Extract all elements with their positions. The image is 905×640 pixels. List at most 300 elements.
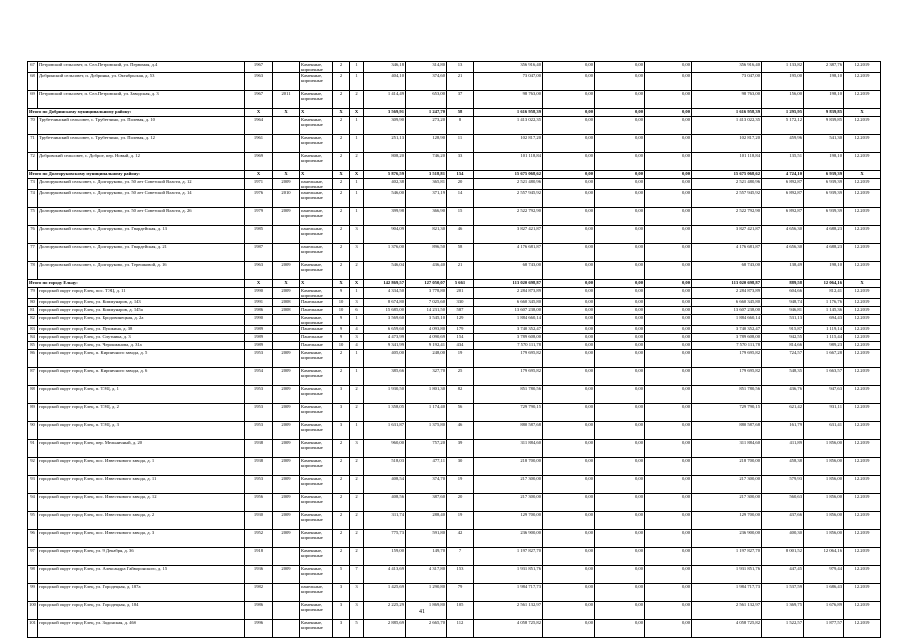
table-cell: 9 (333, 288, 350, 299)
table-cell: 2 (350, 153, 364, 171)
subtotal-row (28, 280, 881, 288)
table-cell: 201 (447, 288, 474, 299)
table-cell: 1 801,30 (406, 386, 447, 404)
table-cell: городской округ город Елец, ул. Городецкая, д. 187а (38, 584, 245, 602)
table-cell: 1979 (245, 208, 273, 226)
table-cell: 2 521 480,96 (692, 179, 762, 190)
table-cell: 400,30 (762, 530, 804, 548)
table-cell: 33 (447, 153, 474, 171)
table-cell: 2009 (273, 368, 300, 386)
table-cell: 90 (28, 422, 38, 440)
table-cell: 0,00 (543, 208, 595, 226)
table-cell: 2 (350, 386, 364, 404)
table-cell: 1952 (245, 530, 273, 548)
table-cell: 346,18 (364, 62, 406, 73)
table-cell: 653,00 (406, 91, 447, 109)
table-cell: 4 656,30 (762, 244, 804, 262)
table-cell: 6 660 345,80 (692, 299, 762, 307)
table-cell: 904,09 (364, 226, 406, 244)
table-cell: 2 522 792,90 (474, 208, 543, 226)
table-cell: 1989 (245, 326, 273, 334)
table-cell: 15 675 068,62 (474, 171, 543, 179)
table-cell: 2 (350, 476, 364, 494)
table-row (28, 62, 881, 73)
table-cell: 1954 (245, 368, 273, 386)
table-cell: X (844, 109, 881, 117)
table-cell: 0,00 (595, 109, 645, 117)
table-cell: 1 376,00 (364, 244, 406, 262)
table-cell: 25 (447, 368, 474, 386)
table-cell: 0,00 (543, 386, 595, 404)
table-cell: X (245, 280, 273, 288)
table-cell: Каменные, кирпичные (300, 476, 333, 494)
table-cell: 1985 (245, 226, 273, 244)
table-cell: 1953 (245, 476, 273, 494)
table-cell: 14 (447, 190, 474, 208)
table-cell: 1 869,80 (406, 602, 447, 620)
table-row (28, 512, 881, 530)
table-cell: 477,11 (406, 458, 447, 476)
table-cell: 2 (333, 262, 350, 280)
subtotal-label: Итого по городу Ельцу: (28, 280, 245, 288)
table-cell: 15 675 068,62 (692, 171, 762, 179)
table-cell: 12.2019 (844, 350, 881, 368)
table-row (28, 422, 881, 440)
table-cell: 12.2019 (844, 262, 881, 280)
table-cell: 0,00 (543, 422, 595, 440)
table-cell: 1990 (245, 288, 273, 299)
table-cell: 1 930,50 (364, 386, 406, 404)
table-cell (273, 153, 300, 171)
table-cell: 0,00 (645, 135, 692, 153)
table-cell: Каменные, кирпичные (300, 386, 333, 404)
table-cell: 95 (28, 512, 38, 530)
table-cell: 12.2019 (844, 91, 881, 109)
table-cell: 4 (350, 342, 364, 350)
table-cell: Панельные (300, 307, 333, 315)
table-cell: 546,04 (364, 262, 406, 280)
table-cell: X (300, 109, 333, 117)
table-cell: 0,00 (645, 307, 692, 315)
table-cell: 729 790,15 (474, 404, 543, 422)
table-cell (273, 620, 300, 638)
table-cell: 98 763,00 (474, 91, 543, 109)
table-cell: 2 (350, 548, 364, 566)
table-cell: 0,00 (543, 602, 595, 620)
table-row (28, 117, 881, 135)
table-cell: городской округ город Елец, пер. Мельничный, д. 20 (38, 440, 245, 458)
table-cell: 0,00 (645, 476, 692, 494)
table-cell: 6 (350, 307, 364, 315)
table-cell: 942,55 (762, 334, 804, 342)
table-cell: 9 (333, 326, 350, 334)
table-cell: 2 561 132,97 (474, 602, 543, 620)
table-cell: 548,35 (762, 368, 804, 386)
table-cell: 1 616 958,39 (474, 109, 543, 117)
table-cell: 896,50 (406, 244, 447, 262)
table-cell: 6 892,87 (762, 179, 804, 190)
table-cell: 0,00 (595, 262, 645, 280)
table-cell: 0,00 (595, 62, 645, 73)
table-cell: Панельные (300, 342, 333, 350)
table-cell: 0,00 (595, 171, 645, 179)
table-cell: 8 (447, 117, 474, 135)
table-cell: 179 695,82 (692, 350, 762, 368)
table-cell: 880 587,68 (692, 422, 762, 440)
table-cell: 1 667,28 (804, 350, 844, 368)
table-cell: 2009 (273, 208, 300, 226)
table-cell: 0,00 (543, 440, 595, 458)
table-cell: 0,00 (645, 368, 692, 386)
table-cell: 560,63 (762, 494, 804, 512)
table-cell: 931,11 (804, 404, 844, 422)
table-cell: Панельные (300, 299, 333, 307)
table-cell: 288,40 (406, 512, 447, 530)
table-cell: 159,00 (364, 548, 406, 566)
table-cell: 12.2019 (844, 584, 881, 602)
table-cell: 217 300,00 (692, 476, 762, 494)
table-cell: 851 780,56 (692, 386, 762, 404)
table-row (28, 135, 881, 153)
table-cell: 0,00 (645, 326, 692, 334)
table-cell: 1963 (245, 262, 273, 280)
table-cell: 0,00 (543, 307, 595, 315)
table-cell: 4 090,69 (406, 334, 447, 342)
table-cell: 12.2019 (844, 512, 881, 530)
table-cell: 7 570 111,78 (692, 342, 762, 350)
table-cell: 0,00 (595, 244, 645, 262)
table-cell: 0,00 (645, 171, 692, 179)
table-cell: 1 115,44 (804, 334, 844, 342)
table-cell: Трубетчинский сельсовет, с. Трубетчино, ул. Полевая, д. 10 (38, 117, 245, 135)
table-cell: 248,00 (406, 350, 447, 368)
table-cell: 1982 (245, 584, 273, 602)
table-cell: 3 (350, 244, 364, 262)
table-cell: городской округ город Елец, ул. 9 Декабря, д. 36 (38, 548, 245, 566)
table-cell: 19 (447, 512, 474, 530)
table-cell: 1 413 022,35 (474, 117, 543, 135)
table-cell: 2 (333, 530, 350, 548)
table-cell: 1 (350, 62, 364, 73)
table-cell: 0,00 (645, 530, 692, 548)
table-cell: 154 (447, 334, 474, 342)
table-cell: 1 174,40 (406, 404, 447, 422)
table-cell: городской округ город Елец, п. ТЭЦ, д. 1 (38, 386, 245, 404)
table-cell: 579,93 (762, 476, 804, 494)
table-cell: 0,00 (645, 440, 692, 458)
table-cell: 2 885,69 (364, 620, 406, 638)
table-cell: 814,66 (762, 342, 804, 350)
table-cell: 0,00 (595, 153, 645, 171)
table-cell: 408,56 (364, 494, 406, 512)
table-cell: городской округ город Елец, пос. Известкового завода, д. 2 (38, 512, 245, 530)
table-cell: 1 884 660,14 (692, 315, 762, 326)
table-cell (273, 326, 300, 334)
table-cell: Каменные, кирпичные (300, 440, 333, 458)
table-cell: 0,00 (595, 494, 645, 512)
table-cell: 37 (447, 91, 474, 109)
table-cell: городской округ город Елец, ул. Коммунаров, д. 143 (38, 299, 245, 307)
table-cell: 434 (447, 342, 474, 350)
table-cell: 374,70 (406, 476, 447, 494)
table-cell: 19 (447, 350, 474, 368)
table-cell: 1996 (245, 620, 273, 638)
table-cell: 2 284 873,89 (692, 288, 762, 299)
table-cell: 0,00 (595, 307, 645, 315)
table-cell: 979,44 (804, 566, 844, 584)
table-cell: 1 375,80 (406, 422, 447, 440)
table-cell: 4 688,23 (804, 244, 844, 262)
table-cell: 2 (350, 530, 364, 548)
table-cell: 2008 (273, 307, 300, 315)
table-cell: 0,00 (543, 109, 595, 117)
table-cell: 531,13 (762, 315, 804, 326)
table-cell: 821,30 (406, 226, 447, 244)
table-cell: 0,00 (595, 602, 645, 620)
table-cell: 1 856,00 (804, 494, 844, 512)
table-row (28, 208, 881, 226)
table-cell: 0,00 (543, 280, 595, 288)
table-cell: 2009 (273, 440, 300, 458)
table-cell: 0,00 (645, 458, 692, 476)
table-cell: 2009 (273, 494, 300, 512)
table-cell: 2009 (273, 458, 300, 476)
table-cell: 129 700,00 (692, 512, 762, 530)
table-cell: Петровский сельсовет, п. Сел.Петровский, ул. Первомая, д.4 (38, 62, 245, 73)
table-cell: 1918 (245, 548, 273, 566)
table-cell: 4 176 681,87 (474, 244, 543, 262)
table-cell: 3 789 608,00 (474, 334, 543, 342)
table-cell: 0,00 (543, 326, 595, 334)
table-cell: 2 (333, 476, 350, 494)
table-cell: 0,00 (595, 440, 645, 458)
table-cell: 39 (447, 440, 474, 458)
table-cell: 73 047,00 (692, 73, 762, 91)
table-cell: 101 (28, 620, 38, 638)
table-cell: 4 724,10 (762, 171, 804, 179)
table-cell: 2009 (273, 350, 300, 368)
table-cell: 2 (333, 244, 350, 262)
table-cell: 129 700,00 (474, 512, 543, 530)
table-cell: 0,00 (645, 280, 692, 288)
table-row (28, 620, 881, 638)
table-cell: 4 (350, 326, 364, 334)
table-cell: 1 133,82 (762, 62, 804, 73)
table-cell: 2 561 132,97 (692, 602, 762, 620)
table-cell: 437,66 (762, 512, 804, 530)
table-cell: 356 916,40 (692, 62, 762, 73)
table-cell: 1 425,69 (364, 584, 406, 602)
table-cell: 0,00 (543, 620, 595, 638)
table-row (28, 404, 881, 422)
table-cell: 2 284 873,89 (474, 288, 543, 299)
table-cell: 2009 (273, 179, 300, 190)
table-cell: городской округ город Елец, ул. Коммунаров, д. 145а (38, 307, 245, 315)
table-cell: 1938 (245, 458, 273, 476)
table-cell: 1 537,59 (762, 584, 804, 602)
table-cell: 2 (333, 117, 350, 135)
table-cell: 1 522,57 (762, 620, 804, 638)
table-cell: городской округ город Елец, пос. Известкового завода, д. 3 (38, 530, 245, 548)
table-cell: 330 (447, 299, 474, 307)
table-cell: 1 (350, 135, 364, 153)
table-cell: 112 (447, 620, 474, 638)
table-cell: 1986 (245, 307, 273, 315)
table-cell: 12.2019 (844, 548, 881, 566)
table-cell: 1 (350, 422, 364, 440)
table-cell: 0,00 (543, 179, 595, 190)
table-cell: 89 (28, 404, 38, 422)
table-cell: 142 869,57 (364, 280, 406, 288)
table-cell: 1989 (245, 342, 273, 350)
table-cell: X (333, 280, 350, 288)
table-cell: 127 050,07 (406, 280, 447, 288)
table-cell: 0,00 (595, 135, 645, 153)
table-cell: 374,60 (406, 73, 447, 91)
table-cell: 1 145,36 (804, 307, 844, 315)
table-cell: 327,70 (406, 368, 447, 386)
table-cell: X (273, 171, 300, 179)
table-cell: 757,20 (406, 440, 447, 458)
table-cell: 46 (447, 226, 474, 244)
table-cell: 79 (28, 288, 38, 299)
table-cell: 0,00 (543, 135, 595, 153)
table-cell: 2 (333, 190, 350, 208)
table-cell: 5 (333, 566, 350, 584)
table-cell: 12.2019 (844, 117, 881, 135)
table-cell: 6 939,39 (804, 179, 844, 190)
table-cell: 0,00 (543, 73, 595, 91)
table-cell: 2009 (273, 512, 300, 530)
table-cell: 2010 (273, 190, 300, 208)
table-row (28, 153, 881, 171)
table-cell: 0,00 (543, 262, 595, 280)
table-cell: 0,00 (543, 584, 595, 602)
table-cell: 71 (28, 135, 38, 153)
table-cell: 12.2019 (844, 422, 881, 440)
table-cell: X (350, 280, 364, 288)
table-cell: 68 (28, 73, 38, 91)
table-cell: 1987 (245, 244, 273, 262)
table-cell: 621,42 (762, 404, 804, 422)
table-cell: 4 473,99 (364, 334, 406, 342)
table-cell: 72 (28, 153, 38, 171)
table-cell: 198,10 (804, 153, 844, 171)
table-cell: 156,00 (762, 91, 804, 109)
table-cell: 2008 (273, 299, 300, 307)
table-cell: Каменные, кирпичные (300, 530, 333, 548)
table-cell: 3 740 352,47 (474, 326, 543, 334)
table-cell: 2 (333, 440, 350, 458)
table-cell (273, 117, 300, 135)
table-cell: 387,60 (406, 494, 447, 512)
table-cell: 0,00 (543, 368, 595, 386)
table-cell: 1991 (245, 299, 273, 307)
table-cell: 0,00 (645, 548, 692, 566)
housing-registry-table (27, 61, 881, 638)
table-cell: Каменные, кирпичные (300, 620, 333, 638)
table-cell: 631,41 (804, 422, 844, 440)
table-cell: 92 (28, 458, 38, 476)
table-cell: 8 001,52 (762, 548, 804, 566)
table-cell: Каменные, кирпичные (300, 368, 333, 386)
table-cell: 411,89 (762, 440, 804, 458)
table-cell: 311 884,60 (692, 440, 762, 458)
table-cell: 1971 (245, 179, 273, 190)
table-cell: городской округ город Елец, пос. Известкового завода, д. 11 (38, 476, 245, 494)
table-cell: 15 685,00 (364, 307, 406, 315)
table-cell: 1953 (245, 350, 273, 368)
table-cell: 947,63 (804, 386, 844, 404)
table-cell: 1 (350, 368, 364, 386)
table-cell: городской округ город Елец, п. ТЭЦ, д. 2 (38, 404, 245, 422)
table-cell: городской округ город Елец, п. Кирпичного завода, д. 5 (38, 350, 245, 368)
table-cell: 94 (28, 494, 38, 512)
table-cell: городской округ город Елец, ул. Городецкая, д. 184 (38, 602, 245, 620)
table-cell: 1 856,00 (804, 440, 844, 458)
table-cell: 7 (350, 566, 364, 584)
table-cell (273, 602, 300, 620)
table-cell: 4 093,80 (406, 326, 447, 334)
table-cell: 371,19 (406, 190, 447, 208)
table-cell: 1 931 851,76 (474, 566, 543, 584)
table-cell: 2 225,29 (364, 602, 406, 620)
table-cell: городской округ город Елец, п. Кирпичного завода, д. 6 (38, 368, 245, 386)
table-cell: 0,00 (595, 91, 645, 109)
table-cell: 0,00 (645, 262, 692, 280)
table-cell: 0,00 (543, 342, 595, 350)
table-cell: 3 (350, 226, 364, 244)
table-cell: 365,81 (406, 179, 447, 190)
table-cell: 0,00 (595, 422, 645, 440)
table-cell: X (333, 109, 350, 117)
table-cell: 0,00 (595, 117, 645, 135)
table-cell: 0,00 (543, 190, 595, 208)
table-cell: 12.2019 (844, 476, 881, 494)
table-cell: 73 047,00 (474, 73, 543, 91)
table-cell: Каменные, кирпичные (300, 262, 333, 280)
table-cell: 13 (447, 62, 474, 73)
table-cell: 0,00 (543, 334, 595, 342)
table-cell: 0,00 (595, 190, 645, 208)
table-cell: 76 (28, 226, 38, 244)
table-cell: 1 856,00 (804, 476, 844, 494)
table-cell: 58 (447, 109, 474, 117)
table-cell: Каменные, кирпичные (300, 117, 333, 135)
table-cell: Добринский сельсовет, п. Добринка, ул. Октябрьская, д. 53 (38, 73, 245, 91)
table-row (28, 190, 881, 208)
table-cell: 102 817,20 (474, 135, 543, 153)
table-cell: 1 247,70 (406, 109, 447, 117)
table-cell: 179 (447, 326, 474, 334)
table-cell: 960,00 (364, 440, 406, 458)
table-cell: 12.2019 (844, 179, 881, 190)
table-cell: 4 656,30 (762, 226, 804, 244)
table-cell: Каменные, кирпичные (300, 458, 333, 476)
table-cell: 153 (447, 566, 474, 584)
table-row (28, 179, 881, 190)
table-row (28, 315, 881, 326)
table-cell: 12.2019 (844, 135, 881, 153)
table-cell: 0,00 (595, 350, 645, 368)
table-cell: 0,00 (595, 342, 645, 350)
table-cell: 8 674,80 (364, 299, 406, 307)
table-cell: 12.2019 (844, 368, 881, 386)
table-cell: 4 176 681,87 (692, 244, 762, 262)
table-cell: 21 (447, 262, 474, 280)
table-cell: 12.2019 (844, 342, 881, 350)
table-cell: 1 197 827,70 (692, 548, 762, 566)
